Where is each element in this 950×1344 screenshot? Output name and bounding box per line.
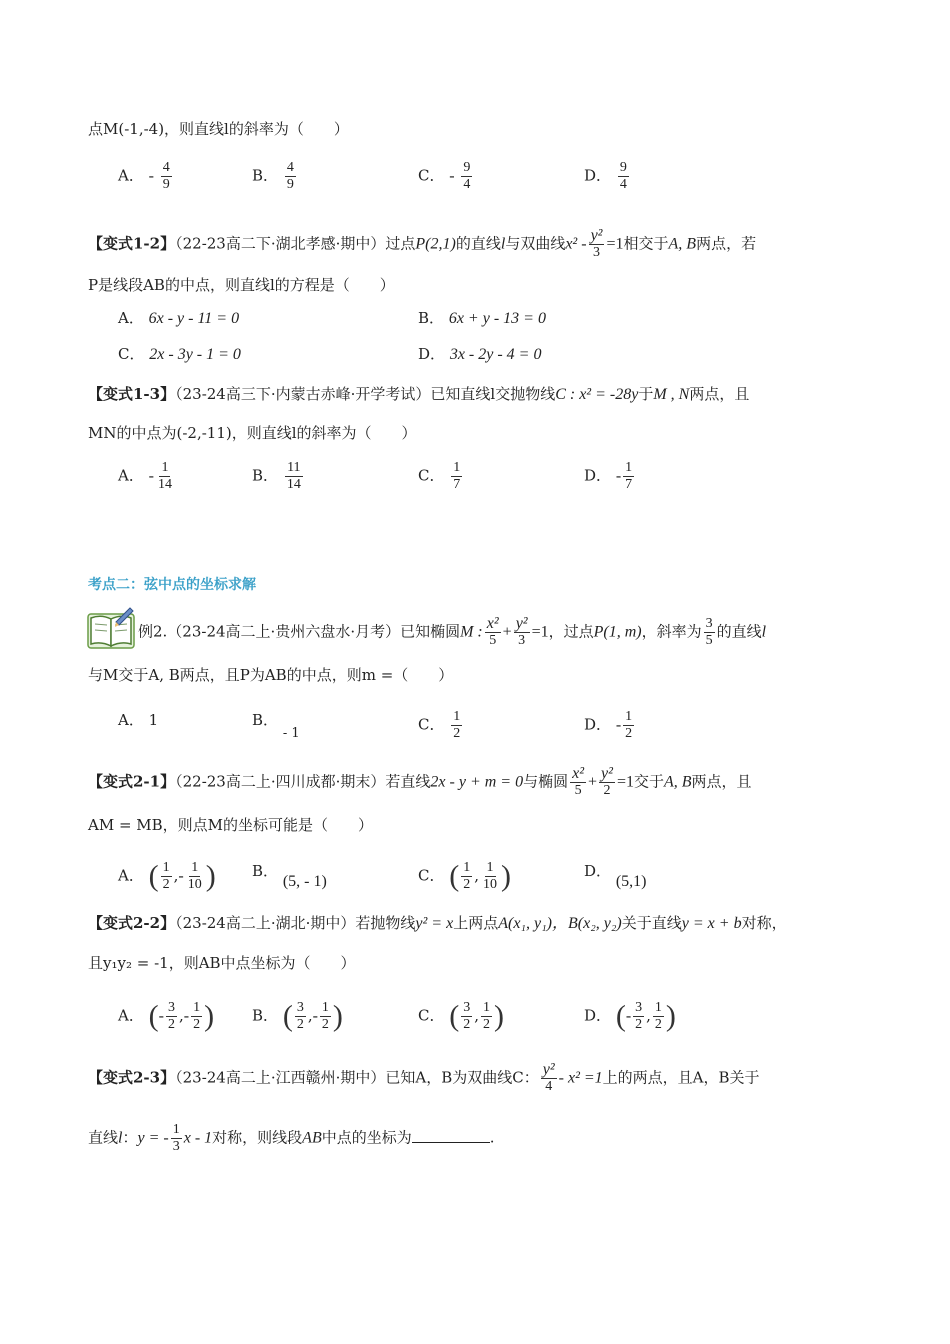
option-c[interactable]: C． 2x - 3y - 1 = 0 [118,345,241,363]
example-2: 例2.（23-24高二上·贵州六盘水·月考）已知椭圆M : $\frac{\text{x²}}{5}$ + $\frac{\text{y²}}{3}$ =1，过点P(1, m)，斜率为 $\frac{3}{5}$ 的直线l [138,615,767,648]
fraction: $\frac{11}{14}$ [286,460,301,492]
fraction: $\frac{1}{2}$ [463,860,471,892]
option-c[interactable]: C． - $\frac{9}{4}$ [418,160,471,192]
fraction: $\frac{1}{10}$ [483,860,498,892]
question-1-1-tail: 点M(-1,-4)，则直线l的斜率为（ ） [88,120,349,138]
book-icon [86,606,136,650]
fraction: $\frac{3}{2}$ [463,1000,471,1032]
fraction: $\frac{9}{4}$ [463,160,471,192]
example-2-line2: 与M交于A, B两点，且P为AB的中点，则m =（ ） [88,666,454,684]
option-b[interactable]: B． - 1 [252,711,300,741]
fraction: $\frac{1}{10}$ [187,860,202,892]
option-a[interactable]: A． 6x - y - 11 = 0 [118,309,240,327]
fraction: $\frac{1}{2}$ [483,1000,491,1032]
fraction: $\frac{3}{2}$ [635,1000,643,1032]
answer-blank[interactable] [412,1126,490,1143]
fraction: $\frac{3}{2}$ [167,1000,175,1032]
option-c[interactable]: C． ( $\frac{3}{2}$ , $\frac{1}{2}$ ) [418,999,505,1033]
option-b[interactable]: B． 6x + y - 13 = 0 [418,309,546,327]
option-a[interactable]: A． (- $\frac{3}{2}$ ,- $\frac{1}{2}$ ) [118,999,215,1033]
option-d[interactable]: D． - $\frac{1}{7}$ [584,460,633,492]
option-a[interactable]: A． - $\frac{1}{14}$ [118,460,172,492]
fraction: $\frac{9}{4}$ [619,160,627,192]
option-d[interactable]: D． (- $\frac{3}{2}$ , $\frac{1}{2}$ ) [584,999,676,1033]
option-c[interactable]: C． $\frac{1}{2}$ [418,709,461,741]
question-2-1-line2: AM = MB，则点M的坐标可能是（ ） [88,816,374,834]
fraction: $\frac{4}{9}$ [286,160,294,192]
section-heading-2: 考点二：弦中点的坐标求解 [88,577,256,593]
option-a[interactable]: A． ( $\frac{1}{2}$ ,- $\frac{1}{10}$ ) [118,859,216,893]
fraction: $\frac{1}{14}$ [157,460,172,492]
question-1-3: 【变式1-3】（23-24高三下·内蒙古赤峰·开学考试）已知直线l交抛物线C : x² = -28y于M , N两点，且 [88,385,750,403]
option-b[interactable]: B． $\frac{11}{14}$ [252,460,301,492]
question-2-2: 【变式2-2】（23-24高二上·湖北·期中）若抛物线y² = x上两点A(x₁, y₁)，B(x₂, y₂)关于直线y = x + b对称， [88,914,787,932]
fraction: $\frac{1}{2}$ [625,709,633,741]
question-1-2-line2: P是线段AB的中点，则直线l的方程是（ ） [88,276,395,294]
option-d[interactable]: D． - $\frac{1}{2}$ [584,709,633,741]
question-2-3-line2: 直线l：y = - $\frac{1}{3}$ x - 1对称，则线段AB中点的坐标为 . [88,1122,495,1154]
fraction: $\frac{\text{y²}}{3}$ [590,227,603,260]
fraction: $\frac{1}{2}$ [654,1000,662,1032]
fraction: $\frac{4}{9}$ [162,160,170,192]
fraction: $\frac{1}{2}$ [453,709,461,741]
fraction: $\frac{1}{2}$ [193,1000,201,1032]
option-d[interactable]: D． (5,1) [584,862,647,890]
question-2-2-line2: 且y₁y₂ = -1，则AB中点坐标为（ ） [88,954,356,972]
question-1-2: 【变式1-2】（22-23高二下·湖北孝感·期中）过点P(2,1)的直线l与双曲线x² - $\frac{\text{y²}}{3}$ =1相交于A, B两点，若 [88,227,757,260]
fraction: $\frac{1}{3}$ [172,1122,180,1154]
question-2-3: 【变式2-3】（23-24高二上·江西赣州·期中）已知A，B为双曲线C： $\frac{\text{y²}}{4}$ - x² =1上的两点，且A，B关于 [88,1061,760,1094]
option-d[interactable]: D． 3x - 2y - 4 = 0 [418,345,542,363]
option-d[interactable]: D． $\frac{9}{4}$ [584,160,627,192]
option-b[interactable]: B． (5, - 1) [252,862,327,890]
option-c[interactable]: C． ( $\frac{1}{2}$ , $\frac{1}{10}$ ) [418,859,512,893]
fraction: $\frac{1}{2}$ [321,1000,329,1032]
fraction: $\frac{3}{2}$ [296,1000,304,1032]
question-1-3-line2: MN的中点为(-2,-11)，则直线l的斜率为（ ） [88,424,417,442]
option-b[interactable]: B． ( $\frac{3}{2}$ ,- $\frac{1}{2}$ ) [252,999,343,1033]
fraction: $\frac{\text{y²}}{2}$ [601,765,613,798]
fraction: $\frac{\text{x²}}{5}$ [572,765,585,798]
fraction: $\frac{\text{y²}}{3}$ [515,615,528,648]
fraction: $\frac{1}{2}$ [162,860,170,892]
fraction: $\frac{1}{7}$ [625,460,633,492]
option-b[interactable]: B． $\frac{4}{9}$ [252,160,294,192]
option-c[interactable]: C． $\frac{1}{7}$ [418,460,461,492]
fraction: $\frac{\text{y²}}{4}$ [542,1061,555,1094]
fraction: $\frac{3}{5}$ [705,616,713,648]
option-a[interactable]: A． - $\frac{4}{9}$ [118,160,170,192]
option-a[interactable]: A． 1 [118,711,159,729]
fraction: $\frac{1}{7}$ [453,460,461,492]
question-2-1: 【变式2-1】（22-23高二上·四川成都·期末）若直线2x - y + m = 0与椭圆 $\frac{\text{x²}}{5}$ + $\frac{\text{y²}}{2}$ =1交于A, B两点，且 [88,765,752,798]
fraction: $\frac{\text{x²}}{5}$ [486,615,499,648]
